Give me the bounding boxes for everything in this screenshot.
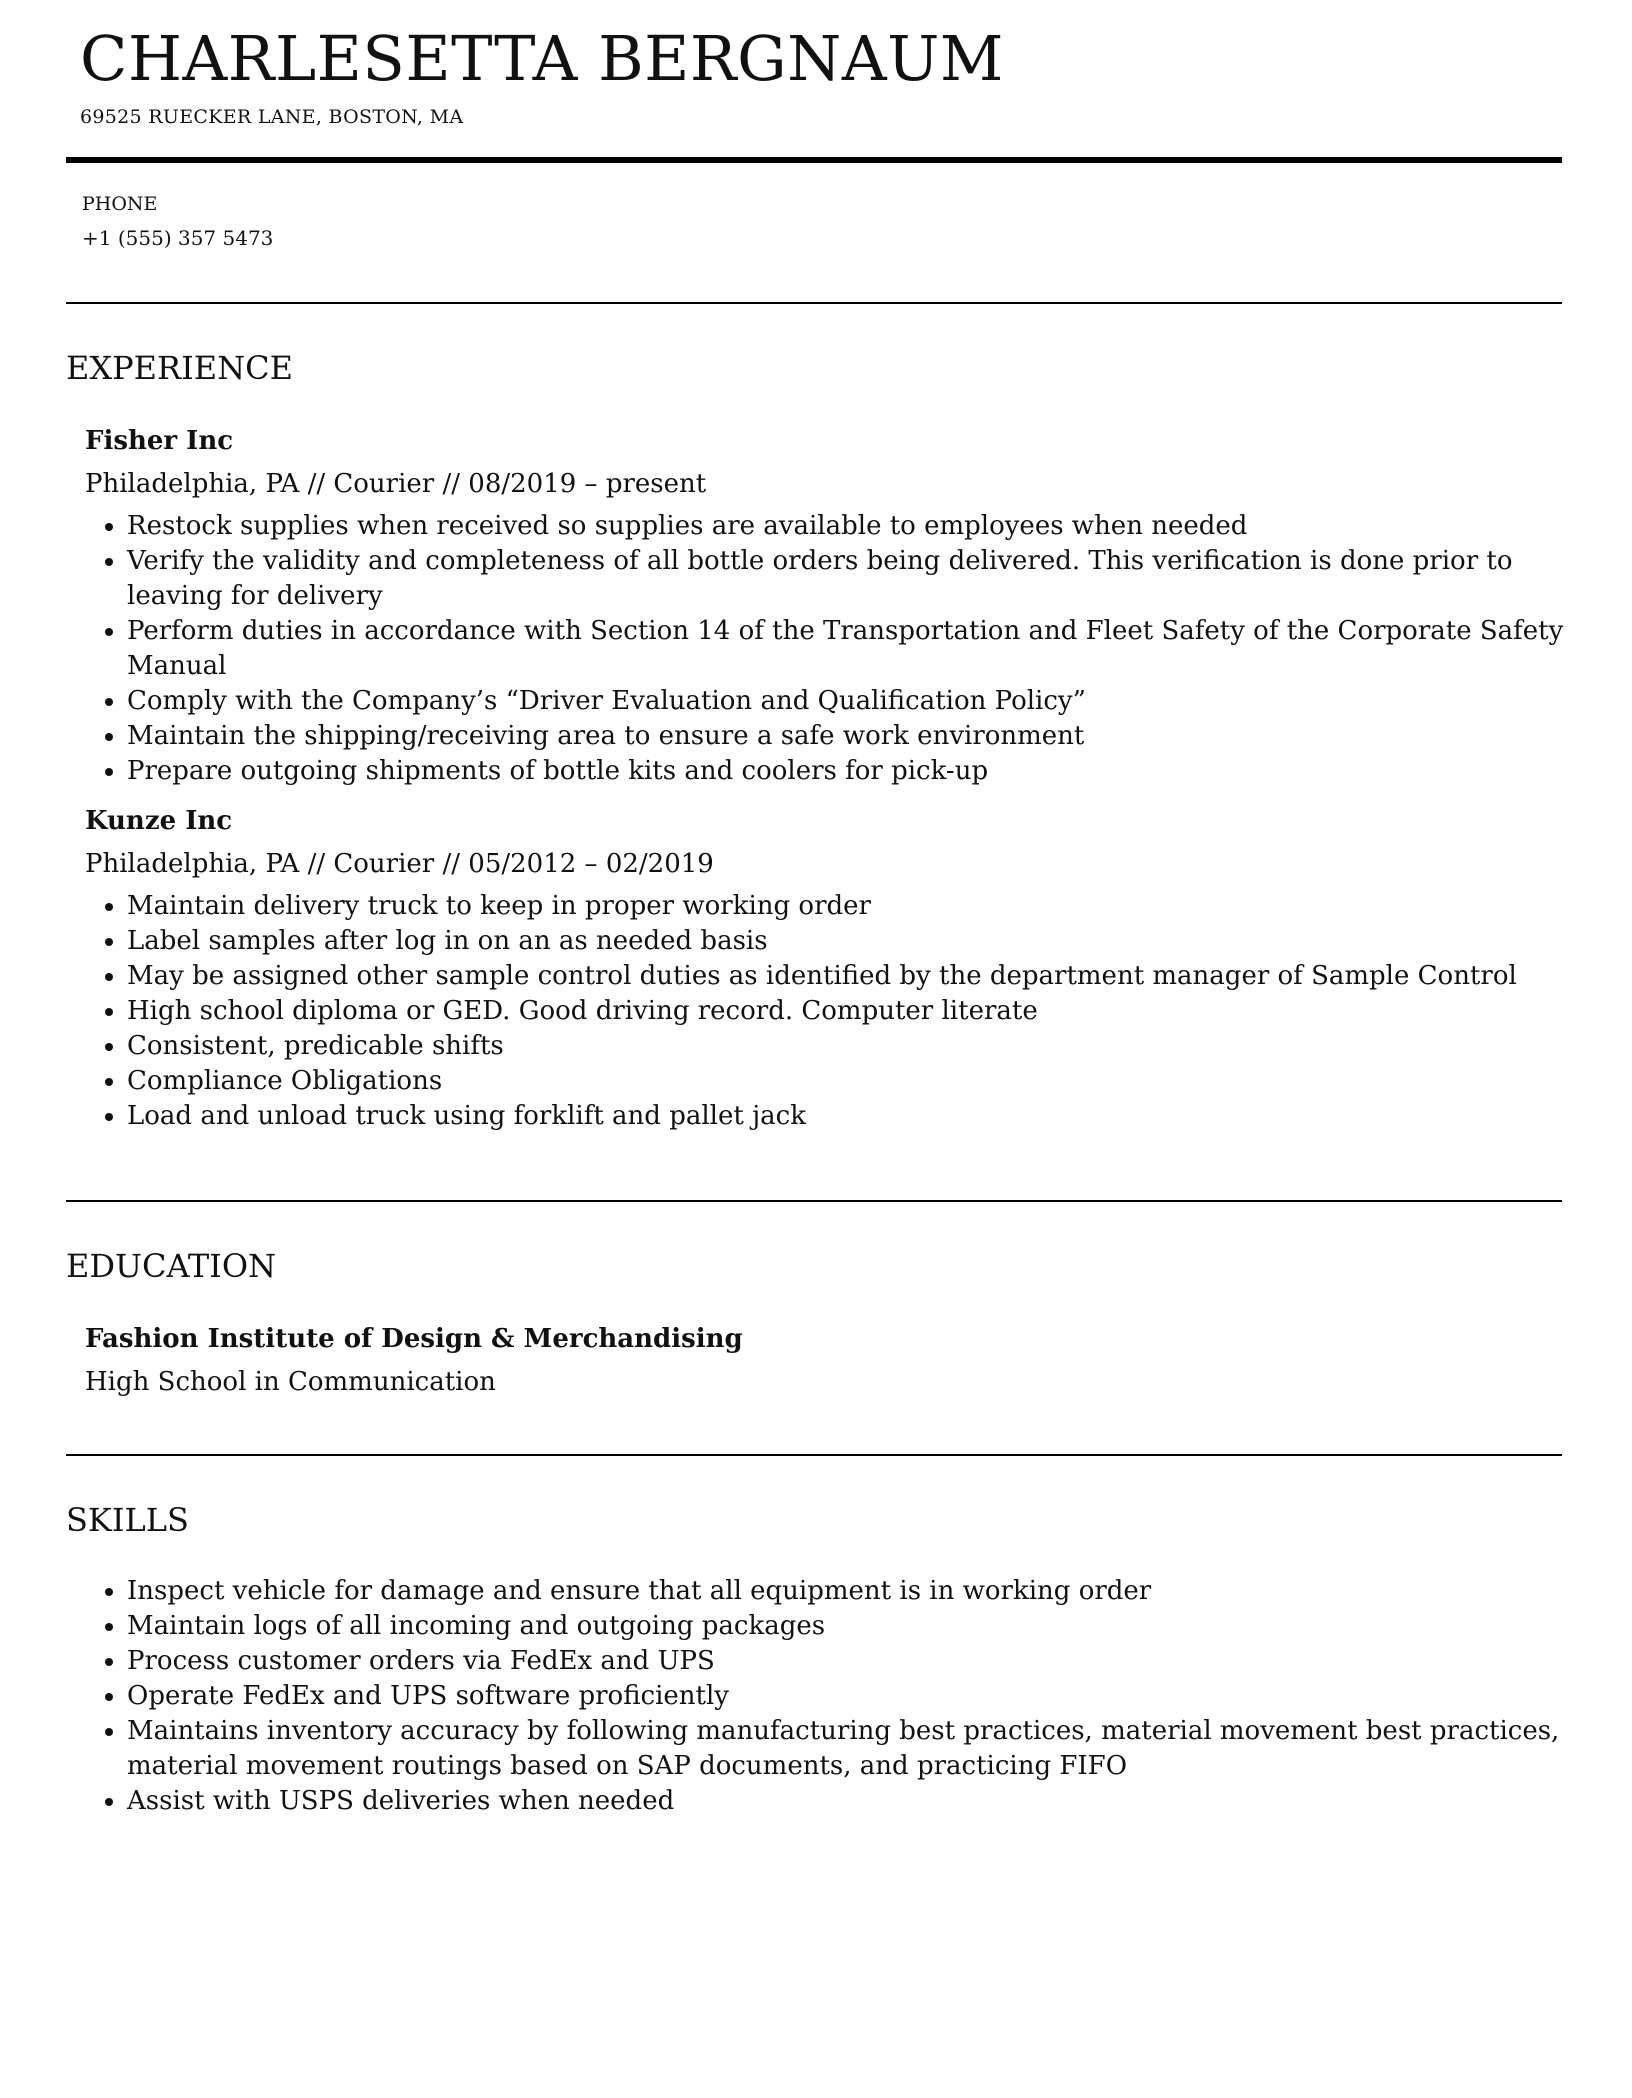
list-item: • Operate FedEx and UPS software proficiently	[127, 1679, 1567, 1714]
candidate-name: CHARLESETTA BERGNAUM	[80, 22, 1004, 95]
education-school: Fashion Institute of Design & Merchandising	[85, 1324, 743, 1354]
skills-heading: SKILLS	[66, 1501, 189, 1539]
job-meta: Philadelphia, PA // Courier // 05/2012 – 02/2019	[85, 849, 714, 879]
job-company: Kunze Inc	[85, 806, 233, 836]
education-degree: High School in Communication	[85, 1367, 496, 1397]
list-item: • Comply with the Company’s “Driver Evaluation and Qualification Policy”	[127, 684, 1567, 719]
list-item: • Process customer orders via FedEx and UPS	[127, 1644, 1567, 1679]
list-item: • High school diploma or GED. Good driving record. Computer literate	[127, 994, 1567, 1029]
contact-divider	[66, 302, 1562, 304]
experience-divider	[66, 1200, 1562, 1202]
list-item: • Load and unload truck using forklift and pallet jack	[127, 1099, 1567, 1134]
list-item: • Maintain logs of all incoming and outgoing packages	[127, 1609, 1567, 1644]
list-item: • Assist with USPS deliveries when needed	[127, 1784, 1567, 1819]
job-meta: Philadelphia, PA // Courier // 08/2019 – present	[85, 469, 707, 499]
job-bullets	[85, 889, 1567, 1134]
list-item: • Maintains inventory accuracy by following manufacturing best practices, material movement best practices, material movement routings based on SAP documents, and practicing FIFO	[127, 1714, 1567, 1784]
phone-value: +1 (555) 357 5473	[82, 226, 274, 250]
education-heading: EDUCATION	[66, 1247, 277, 1285]
job-bullets	[85, 509, 1567, 789]
job-company: Fisher Inc	[85, 426, 234, 456]
experience-heading: EXPERIENCE	[66, 349, 293, 387]
list-item: • Verify the validity and completeness of all bottle orders being delivered. This verification is done prior to leaving for delivery	[127, 544, 1567, 614]
list-item: • May be assigned other sample control duties as identified by the department manager of Sample Control	[127, 959, 1567, 994]
list-item: • Restock supplies when received so supplies are available to employees when needed	[127, 509, 1567, 544]
header-divider	[66, 157, 1562, 163]
list-item: • Prepare outgoing shipments of bottle kits and coolers for pick-up	[127, 754, 1567, 789]
list-item: • Perform duties in accordance with Section 14 of the Transportation and Fleet Safety of the Corporate Safety Manual	[127, 614, 1567, 684]
phone-label: PHONE	[82, 193, 158, 215]
list-item: • Label samples after log in on an as needed basis	[127, 924, 1567, 959]
education-divider	[66, 1454, 1562, 1456]
list-item: • Maintain the shipping/receiving area to ensure a safe work environment	[127, 719, 1567, 754]
list-item: • Inspect vehicle for damage and ensure that all equipment is in working order	[127, 1574, 1567, 1609]
skills-list	[85, 1574, 1567, 1819]
candidate-address: 69525 RUECKER LANE, BOSTON, MA	[80, 106, 464, 128]
list-item: • Maintain delivery truck to keep in proper working order	[127, 889, 1567, 924]
list-item: • Consistent, predicable shifts	[127, 1029, 1567, 1064]
list-item: • Compliance Obligations	[127, 1064, 1567, 1099]
